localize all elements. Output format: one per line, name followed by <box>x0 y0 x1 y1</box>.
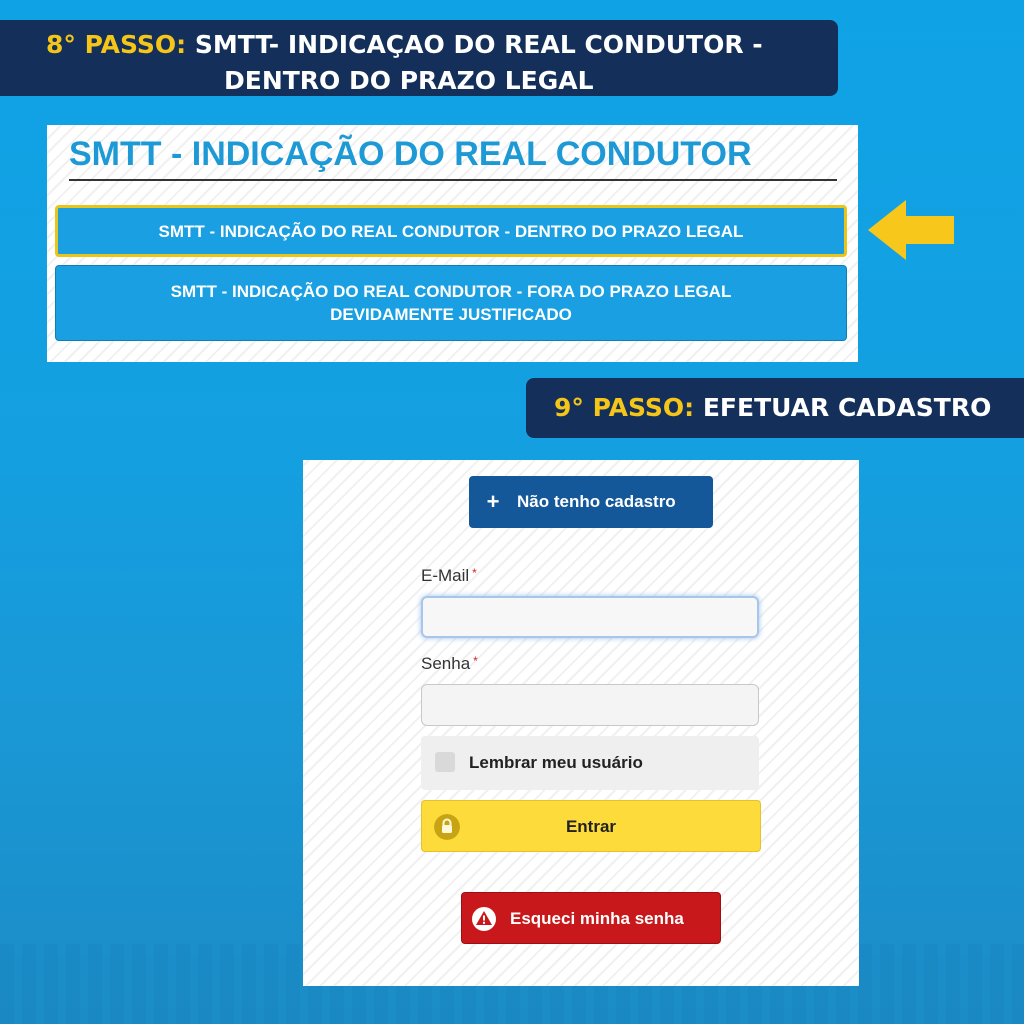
option-outside-deadline-button[interactable] <box>55 265 847 341</box>
email-label-text: E-Mail <box>421 566 470 585</box>
option-outside-deadline-label-line2: DEVIDAMENTE JUSTIFICADO <box>330 305 572 324</box>
login-panel <box>303 460 859 986</box>
password-field[interactable] <box>421 684 759 726</box>
remember-user-checkbox[interactable] <box>421 736 759 790</box>
step8-prefix: 8° PASSO: <box>46 30 187 59</box>
plus-icon: + <box>486 489 500 514</box>
checkbox-box[interactable] <box>435 752 455 772</box>
register-button[interactable] <box>469 476 713 528</box>
step9-text: EFETUAR CADASTRO <box>702 393 992 422</box>
remember-label: Lembrar meu usuário <box>469 753 643 772</box>
step8-text-line1: SMTT- INDICAÇAO DO REAL CONDUTOR - <box>194 30 763 59</box>
email-field[interactable] <box>421 596 759 638</box>
email-label <box>421 566 477 586</box>
step9-banner <box>526 378 1024 438</box>
password-label-text: Senha <box>421 654 471 673</box>
password-label <box>421 654 478 674</box>
email-required-mark: * <box>472 566 477 580</box>
arrow-left-icon <box>868 200 954 260</box>
indication-panel <box>47 125 858 362</box>
register-label: Não tenho cadastro <box>517 492 676 511</box>
title-divider <box>69 179 837 181</box>
option-within-deadline-label: SMTT - INDICAÇÃO DO REAL CONDUTOR - DENTRO DO PRAZO LEGAL <box>158 222 744 241</box>
step8-text-line2: DENTRO DO PRAZO LEGAL <box>224 66 594 95</box>
forgot-password-label: Esqueci minha senha <box>510 909 684 928</box>
option-within-deadline-button[interactable] <box>55 205 847 257</box>
option-outside-deadline-label-line1: SMTT - INDICAÇÃO DO REAL CONDUTOR - FORA DO PRAZO LEGAL <box>170 282 732 301</box>
login-label: Entrar <box>565 817 617 836</box>
step9-prefix: 9° PASSO: <box>554 393 695 422</box>
forgot-password-button[interactable] <box>461 892 721 944</box>
panel-title: SMTT - INDICAÇÃO DO REAL CONDUTOR <box>69 135 752 173</box>
warning-icon <box>472 907 496 931</box>
password-required-mark: * <box>473 654 478 668</box>
login-button[interactable] <box>421 800 761 852</box>
step8-line1 <box>46 28 763 62</box>
step8-banner <box>0 20 838 96</box>
